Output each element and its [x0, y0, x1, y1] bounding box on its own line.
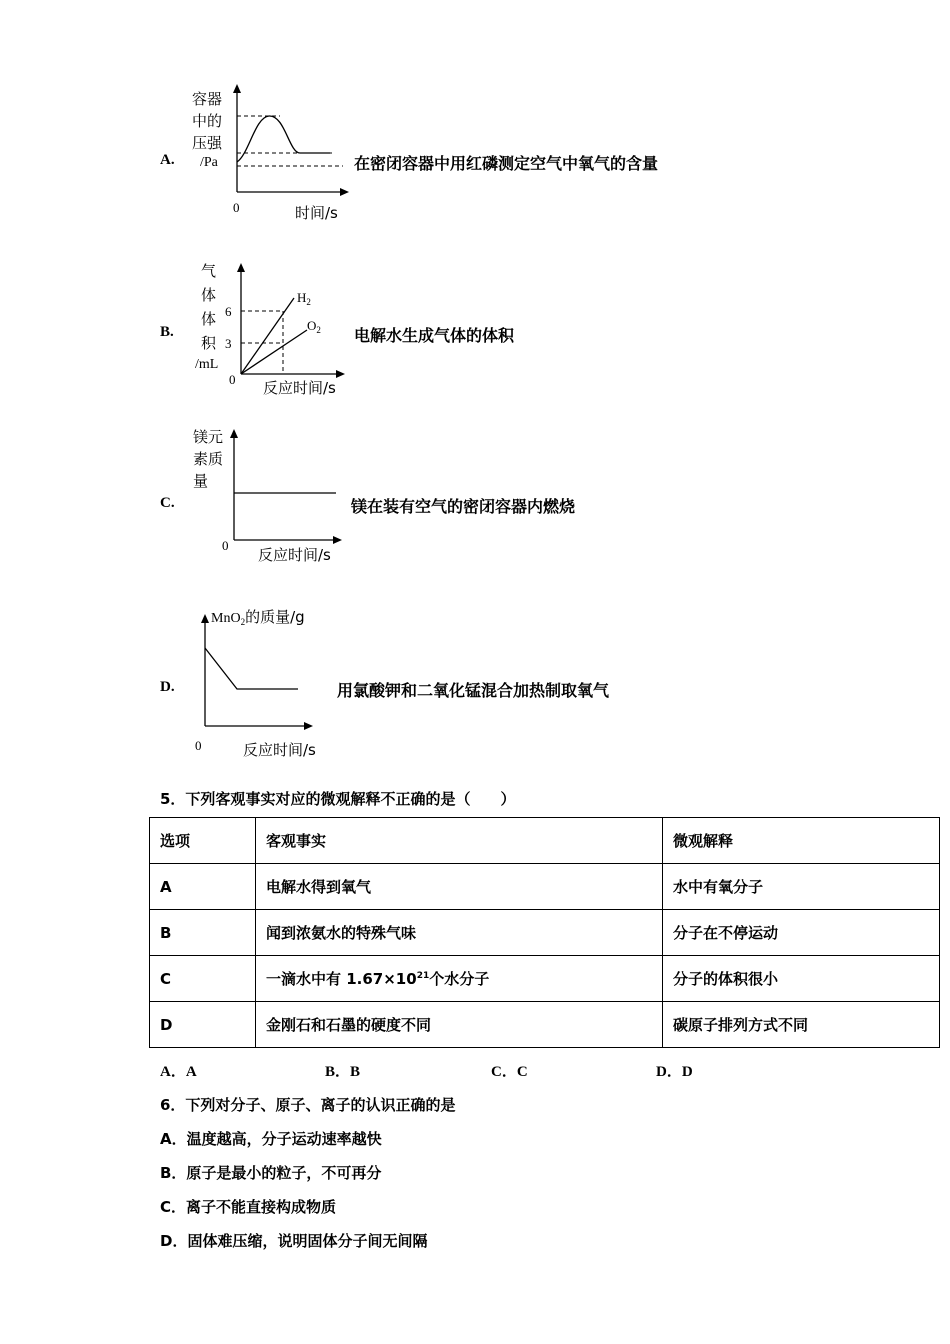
graph-c-xlabel: 反应时间/s — [258, 546, 331, 564]
answer-choice-d[interactable]: D．D — [656, 1064, 693, 1080]
question-6-option-a[interactable]: A．温度越高，分子运动速率越快 — [160, 1130, 382, 1148]
graph-b-xlabel: 反应时间/s — [263, 379, 336, 397]
graph-c-ylabel-1: 镁元 — [193, 428, 224, 446]
table-row — [150, 956, 940, 1002]
graph-b-ylabel-3: 体 — [201, 310, 217, 328]
graph-b-x-arrow — [336, 370, 345, 378]
graph-b-origin: 0 — [229, 372, 236, 387]
row-a-explanation: 水中有氧分子 — [663, 864, 940, 910]
row-c-fact: 一滴水中有 $1.67\times 10^{21}$个水分子 — [256, 956, 663, 1002]
row-b-fact: 闻到浓氨水的特殊气味 — [256, 910, 663, 956]
graph-b-ytick-3: 3 — [225, 336, 232, 351]
graph-a-x-arrow — [340, 188, 349, 196]
option-a-caption: 在密闭容器中用红磷测定空气中氧气的含量 — [354, 154, 659, 173]
table-row — [150, 910, 940, 956]
graph-d-x-arrow — [304, 722, 313, 730]
question-6-option-b[interactable]: B．原子是最小的粒子，不可再分 — [160, 1164, 382, 1182]
row-c-explanation: 分子的体积很小 — [663, 956, 940, 1002]
question-5-stem: 5．下列客观事实对应的微观解释不正确的是（ ） — [160, 790, 516, 808]
graph-b-ylabel-5: /mL — [195, 357, 219, 372]
row-b-explanation: 分子在不停运动 — [663, 910, 940, 956]
graph-a-ylabel-1: 容器 — [192, 90, 223, 108]
option-b-letter: B. — [160, 324, 174, 340]
graph-b-h2-line — [241, 298, 294, 374]
graph-a-ylabel-3: 压强 — [192, 134, 223, 152]
header-explanation: 微观解释 — [663, 818, 940, 864]
graph-b-ylabel-1: 气 — [201, 262, 217, 280]
graph-b-o2-line — [241, 330, 307, 374]
question-6-option-c[interactable]: C．离子不能直接构成物质 — [160, 1198, 337, 1216]
graph-c-x-arrow — [333, 536, 342, 544]
graph-b-y-arrow — [237, 263, 245, 272]
graph-d-xlabel: 反应时间/s — [243, 741, 316, 759]
graph-b-ylabel-2: 体 — [201, 286, 217, 304]
graph-b-ylabel-4: 积 — [201, 334, 217, 352]
answer-choice-c[interactable]: C．C — [491, 1064, 528, 1080]
graph-a-curve — [237, 116, 330, 162]
graph-c-origin: 0 — [222, 538, 229, 553]
row-b-option: B — [150, 910, 256, 956]
graph-a-xlabel: 时间/s — [295, 204, 338, 222]
option-d-caption: 用氯酸钾和二氧化锰混合加热制取氧气 — [337, 681, 610, 700]
option-d-letter: D. — [160, 679, 175, 695]
graph-c-ylabel-2: 素质 — [193, 450, 224, 468]
graph-c-ylabel-3: 量 — [193, 472, 209, 490]
graph-c-mg-mass — [185, 422, 355, 567]
graph-c-y-arrow — [230, 429, 238, 438]
header-option: 选项 — [150, 818, 256, 864]
graph-a-ylabel-4: /Pa — [200, 155, 218, 170]
row-c-option: C — [150, 956, 256, 1002]
graph-a-pressure — [185, 80, 355, 225]
graph-a-ylabel-2: 中的 — [192, 112, 223, 130]
answer-choice-b[interactable]: B．B — [325, 1064, 361, 1080]
row-a-fact: 电解水得到氧气 — [256, 864, 663, 910]
row-d-explanation: 碳原子排列方式不同 — [663, 1002, 940, 1048]
table-row — [150, 864, 940, 910]
question-6-stem: 6．下列对分子、原子、离子的认识正确的是 — [160, 1096, 456, 1114]
option-a-letter: A. — [160, 152, 175, 168]
graph-b-ytick-6: 6 — [225, 304, 232, 319]
option-c-caption: 镁在装有空气的密闭容器内燃烧 — [351, 497, 576, 516]
question-5-table — [149, 817, 940, 1048]
graph-d-curve — [205, 648, 298, 689]
row-d-option: D — [150, 1002, 256, 1048]
graph-d-origin: 0 — [195, 738, 202, 753]
graph-b-gas-volume — [185, 258, 355, 398]
table-header-row — [150, 818, 940, 864]
table-row — [150, 1002, 940, 1048]
graph-d-y-arrow — [201, 614, 209, 623]
graph-d-mno2-mass — [185, 600, 355, 760]
row-a-option: A — [150, 864, 256, 910]
answer-choice-a[interactable]: A．A — [160, 1064, 197, 1080]
option-c-letter: C. — [160, 495, 175, 511]
option-b-caption: 电解水生成气体的体积 — [354, 326, 515, 345]
graph-d-ylabel: MnO$_2$的质量/g — [211, 608, 305, 627]
graph-a-y-arrow — [233, 84, 241, 93]
graph-b-h2-label: $H_2$ — [297, 290, 311, 307]
graph-b-o2-label: $O_2$ — [307, 318, 321, 335]
header-fact: 客观事实 — [256, 818, 663, 864]
question-6-option-d[interactable]: D．固体难压缩，说明固体分子间无间隔 — [160, 1232, 428, 1250]
graph-a-origin: 0 — [233, 200, 240, 215]
row-d-fact: 金刚石和石墨的硬度不同 — [256, 1002, 663, 1048]
